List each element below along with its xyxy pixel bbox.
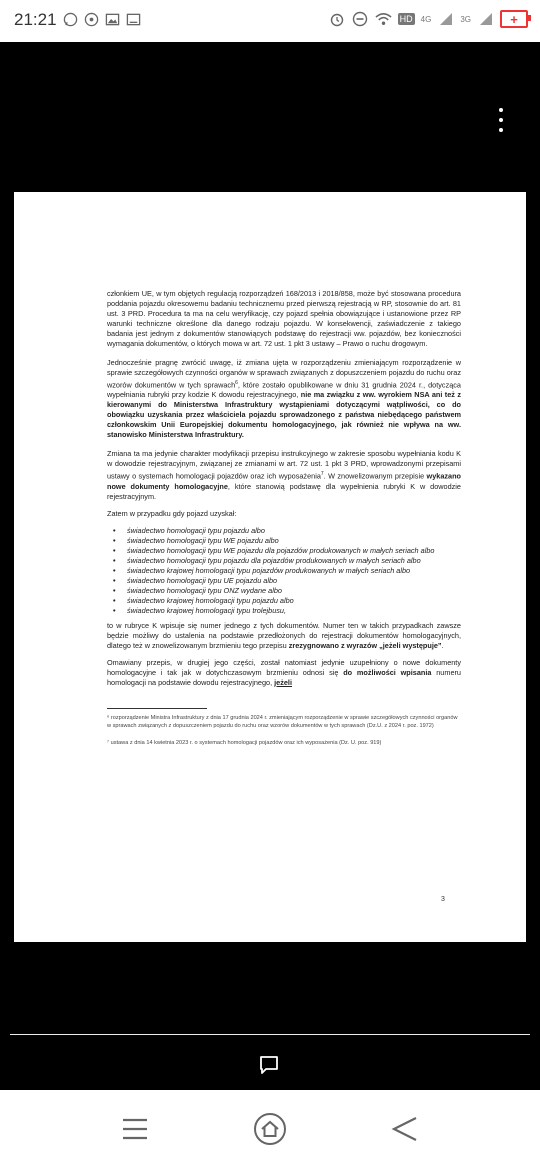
paragraph-5-end: . — [441, 640, 444, 650]
bottom-divider — [10, 1034, 530, 1035]
footnote-ref-7[interactable]: 7 — [320, 471, 324, 478]
signal-icon — [437, 11, 454, 28]
list-item: • świadectwo krajowej homologacji typu trolejbusu, — [127, 606, 461, 616]
paragraph-2 — [107, 358, 461, 440]
footnote-ref-6[interactable]: 6 — [235, 380, 238, 386]
paragraph-6-bold: do możliwości wpisania — [343, 667, 432, 677]
recent-apps-icon[interactable] — [114, 1108, 156, 1150]
paragraph-6 — [107, 658, 461, 688]
battery-charging-symbol: + — [510, 11, 518, 27]
status-bar — [0, 0, 540, 42]
system-icons — [329, 10, 528, 28]
back-icon[interactable] — [384, 1108, 426, 1150]
message-icon — [83, 11, 100, 28]
alarm-icon — [329, 11, 346, 28]
document-body — [107, 289, 461, 756]
paragraph-6-bold-underline: jeżeli — [274, 677, 292, 687]
paragraph-2-bold: nie ma związku z ww. wyrokiem NSA ani też z kierowanymi do Ministerstwa Infrastruktury wystąpieniami dotyczącymi wątpliwości, co do obowiązku uzyskania przez właściciela pojazdu sprowadzonego z państwa niebędącego państwem członkowskim Unii Europejskiej dokumentu homologacyjnego, jak również nie wpływa na ww. stanowisko Ministerstwa Infrastruktury. — [107, 390, 461, 440]
list-item: • świadectwo homologacji typu pojazdu dla pojazdów produkowanych w małych seriach albo — [127, 556, 461, 566]
paragraph-5 — [107, 621, 461, 651]
paragraph-2-text: Jednocześnie pragnę zwrócić uwagę, iż zmiana ujęta w rozporządzeniu zmieniającym rozporządzenie w sprawie szczegółowych czynności organów w sprawach związanych z dopuszczeniem pojazdu do ruchu oraz wzorów dokumentów w tych sprawach — [107, 358, 461, 390]
hd-voice-label: HD — [399, 14, 413, 24]
paragraph-6-text: Omawiany przepis, w drugiej jego części, został natomiast jedynie uzupełniony o nowe dokumenty homologacyjne i tak jak w dotychczasowym brzmieniu odnosi się — [107, 657, 461, 677]
paragraph-3 — [107, 449, 461, 501]
paragraph-5-bold: zrezygnowano z wyrazów „jeżeli występuje” — [288, 640, 442, 650]
status-time: 21:21 — [14, 10, 57, 29]
wifi-icon — [375, 11, 392, 28]
paragraph-3-text-end: , które stanowią podstawę dla wypełnienia rubryki K w dowodzie rejestracyjnym. — [107, 481, 461, 501]
viewer-toolbar — [0, 42, 540, 192]
paragraph-3-text: Zmiana ta ma jedynie charakter modyfikacji przepisu instrukcyjnego w zakresie sposobu wypełniania kodu K w dowodzie rejestracyjnym, związanej ze zmianami w art. 72 ust. 1 pkt 3 PRD, wprowadzonymi przepisami ustawy o systemach homologacji pojazdów oraz ich wyposażenia — [107, 449, 461, 481]
paragraph-3-bold: wykazano nowe dokumenty homologacyjne — [107, 471, 462, 491]
list-item: • świadectwo homologacji typu pojazdu albo — [127, 526, 461, 536]
page-number: 3 — [441, 896, 445, 903]
battery-icon — [500, 10, 528, 28]
network-3g-label: 3G — [460, 14, 471, 24]
home-icon[interactable] — [249, 1108, 291, 1150]
comment-icon[interactable] — [257, 1053, 281, 1077]
list-item: • świadectwo krajowej homologacji typu pojazdów produkowanych w małych seriach albo — [127, 566, 461, 576]
paragraph-5-text: to w rubryce K wpisuje się numer jednego z tych dokumentów. Numer ten w takich przypadkach zawsze będzie możliwy do ustalenia na podstawie przedłożonych do rejestracji dokumentów homologacyjnych, dlatego też w znowelizowanym brzmieniu tego przepisu — [107, 620, 461, 650]
paragraph-1: członkiem UE, w tym objętych regulacją rozporządzeń 168/2013 i 2018/858, może być stosowana procedura poddania pojazdu okresowemu badaniu technicznemu przed pierwszą rejestracją w RP, stosownie do art. 81 ust. 3 PRD. Procedura ta ma na celu weryfikację, czy pojazd spełnia obowiązujące i ustanowione przez RP warunki techniczne określone dla danego rodzaju pojazdu. W konsekwencji, zaświadczenie z takiego badania jest jednym z dokumentów stanowiących podstawę do rejestracji ww. pojazdów, bez konieczności wymagania dokumentów, o których mowa w art. 72 ust. 1 pkt 3 ustawy – Prawo o ruchu drogowym. — [107, 289, 461, 348]
gallery-icon — [104, 11, 121, 28]
paragraph-2-text-mid: , które zostało opublikowane w dniu 31 grudnia 2024 r., dotycząca wypełniania rubryki przy kodzie K dowodu rejestracyjnego, — [107, 380, 461, 400]
notification-icons — [62, 11, 142, 28]
list-item: • świadectwo homologacji typu UE pojazdu albo — [127, 576, 461, 586]
paragraph-4: Zatem w przypadku gdy pojazd uzyskał: — [107, 508, 237, 518]
list-item: • świadectwo homologacji typu WE pojazdu albo — [127, 536, 461, 546]
footnote-divider — [107, 708, 207, 709]
paragraph-3-text-mid: . W znowelizowanym przepisie — [323, 471, 427, 481]
network-4g-label: 4G — [420, 14, 432, 24]
footnote-6: ⁶ rozporządzenie Ministra Infrastruktury z dnia 17 grudnia 2024 r. zmieniającym rozporządzenie w sprawie szczegółowych czynności organów w sprawach związanych z dopuszczeniem pojazdu do ruchu oraz wzorów dokumentów w tych sprawach (Dz.U. z 2024 r. poz. 1972) — [107, 714, 458, 729]
system-navigation-bar — [0, 1090, 540, 1170]
list-item: • świadectwo krajowej homologacji typu pojazdu albo — [127, 596, 461, 606]
whatsapp-icon — [62, 11, 79, 28]
document-page[interactable] — [14, 192, 526, 942]
homologation-list — [107, 526, 461, 616]
footnote-7: ⁷ ustawa z dnia 14 kwietnia 2023 r. o systemach homologacji pojazdów oraz ich wyposażenia (Dz. U. poz. 919) — [107, 739, 382, 746]
download-icon — [125, 11, 142, 28]
list-item: • świadectwo homologacji typu WE pojazdu dla pojazdów produkowanych w małych seriach albo — [127, 546, 461, 556]
list-item: • świadectwo homologacji typu ONZ wydane albo — [127, 586, 461, 596]
paragraph-6-text-mid: numeru homologacji na podstawie dowodu rejestracyjnego, — [107, 667, 461, 687]
signal-icon-2 — [477, 11, 494, 28]
more-vert-icon[interactable] — [492, 108, 510, 132]
do-not-disturb-icon — [352, 11, 369, 28]
